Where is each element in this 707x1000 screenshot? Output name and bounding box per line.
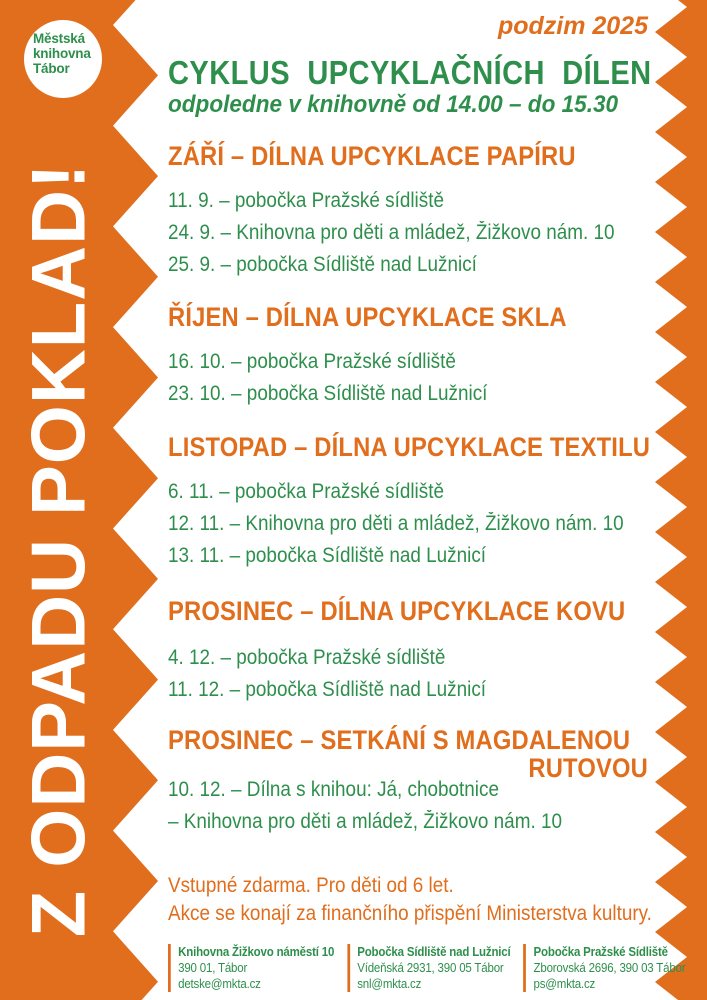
- event-list-september: [168, 185, 648, 281]
- contact-address: Vídeňská 2931, 390 05 Tábor: [357, 961, 504, 975]
- badge-line-3: Tábor: [33, 61, 70, 76]
- event-item: 4. 12. – pobočka Pražské sídliště: [168, 646, 446, 669]
- section-heading-october: ŘÍJEN – DÍLNA UPCYKLACE SKLA: [168, 302, 567, 332]
- right-zigzag-border: [655, 0, 707, 1000]
- poster-title: CYKLUS UPCYKLAČNÍCH DÍLEN: [168, 54, 652, 91]
- contact-prazske-sidliste: [523, 944, 685, 992]
- event-item: 10. 12. – Dílna s knihou: Já, chobotnice: [168, 778, 499, 801]
- note-free-entry: Vstupné zdarma. Pro děti od 6 let.: [168, 874, 454, 897]
- event-item: 6. 11. – pobočka Pražské sídliště: [168, 480, 444, 503]
- vertical-slogan: Z ODPADU POKLAD!: [16, 162, 102, 938]
- contact-email: ps@mkta.cz: [533, 977, 596, 991]
- event-item: 23. 10. – pobočka Sídliště nad Lužnicí: [168, 382, 488, 405]
- event-item: 25. 9. – pobočka Sídliště nad Lužnicí: [168, 253, 477, 276]
- event-item: 11. 12. – pobočka Sídliště nad Lužnicí: [168, 678, 487, 701]
- contact-name: Pobočka Pražské Sídliště: [533, 945, 668, 959]
- section-heading-september: ZÁŘÍ – DÍLNA UPCYKLACE PAPÍRU: [168, 141, 576, 171]
- section-heading-december-kovu: PROSINEC – DÍLNA UPCYKLACE KOVU: [168, 596, 626, 626]
- note-ministry: Akce se konají za finančního přispění Ministerstva kultury.: [168, 902, 652, 925]
- contact-columns: [168, 944, 686, 992]
- poster-subtitle: odpoledne v knihovně od 14.00 – do 15.30: [168, 91, 619, 118]
- contact-address: 390 01, Tábor: [178, 961, 248, 975]
- contact-name: Knihovna Žižkovo náměstí 10: [178, 945, 335, 959]
- badge-line-2: knihovna: [33, 46, 91, 61]
- library-logo-badge: [24, 20, 102, 98]
- badge-line-1: Městská: [33, 31, 85, 46]
- contact-sidliste-nad-luznici: [347, 944, 510, 992]
- section-heading-december-magdalena: PROSINEC – SETKÁNÍ S MAGDALENOU: [168, 725, 631, 755]
- event-list-november: [168, 476, 648, 572]
- event-list-december-magdalena: [168, 774, 648, 838]
- event-item: 11. 9. – pobočka Pražské sídliště: [168, 189, 444, 212]
- event-item: – Knihovna pro děti a mládež, Žižkovo nám. 10: [168, 810, 562, 833]
- contact-address: Zborovská 2696, 390 03 Tábor: [533, 961, 686, 975]
- event-item: 13. 11. – pobočka Sídliště nad Lužnicí: [168, 544, 487, 567]
- event-list-october: [168, 346, 648, 410]
- event-item: 16. 10. – pobočka Pražské sídliště: [168, 350, 456, 373]
- contact-zizkovo: [168, 944, 334, 992]
- section-heading-december-magdalena-line2: RUTOVOU: [528, 753, 648, 783]
- contact-name: Pobočka Sídliště nad Lužnicí: [357, 945, 511, 959]
- event-item: 12. 11. – Knihovna pro děti a mládež, Žižkovo nám. 10: [168, 512, 624, 535]
- section-heading-november: LISTOPAD – DÍLNA UPCYKLACE TEXTILU: [168, 432, 651, 462]
- main-content: [168, 0, 686, 992]
- notes: [168, 872, 652, 928]
- contact-email: detske@mkta.cz: [178, 977, 261, 991]
- season-label: podzim 2025: [497, 12, 648, 40]
- event-item: 24. 9. – Knihovna pro děti a mládež, Žižkovo nám. 10: [168, 221, 615, 244]
- event-list-december-kovu: [168, 642, 648, 706]
- contact-email: snl@mkta.cz: [357, 977, 422, 991]
